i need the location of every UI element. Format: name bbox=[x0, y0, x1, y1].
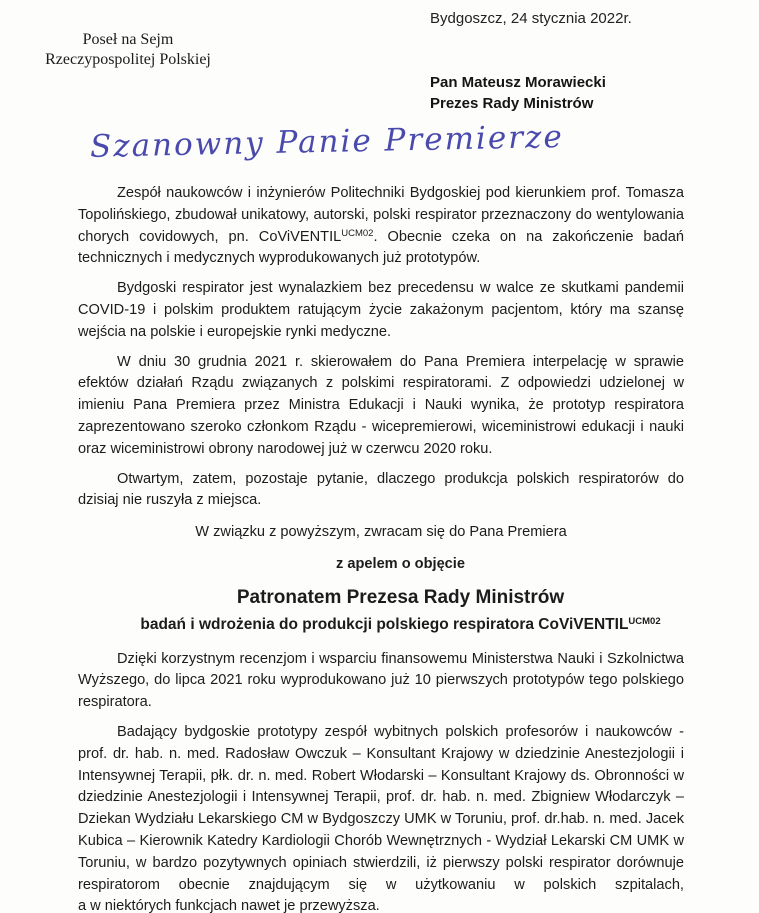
addressee-name: Pan Mateusz Morawiecki bbox=[430, 74, 606, 91]
paragraph-1-text-cont: . Obecnie czeka on na zakończenie badań technicznych i medycznych wyprodukowanych już prototypów. bbox=[78, 228, 684, 267]
date-line: Bydgoszcz, 24 stycznia 2022r. bbox=[430, 10, 632, 27]
subject-line bbox=[78, 614, 684, 636]
closing-request-line: W związku z powyższym, zwracam się do Pana Premiera bbox=[195, 524, 567, 541]
letter-body bbox=[78, 183, 684, 913]
sender-letterhead bbox=[14, 30, 242, 70]
sender-title-line1: Poseł na Sejm bbox=[82, 31, 174, 48]
paragraph-6: Badający bydgoskie prototypy zespół wybitnych polskich profesorów i naukowców - prof. dr. hab. n. med. Radosław Owczuk – Konsultant Krajowy w dziedzinie Anestezjologii i Intensywnej Terapii, płk. dr. n. med. Robert Włodarski – Konsultant Krajowy ds. Obronności w dziedzinie Anestezjologii i Intensywnej Terapii, prof. dr. hab. n. med. Zbigniew Włodarczyk – Dziekan Wydziału Lekarskiego CM w Bydgoszczy UMK w Toruniu, prof. dr.hab. n. med. Jacek Kubica – Kierownik Katedry Kardiologii Chorób Wewnętrznych - Wydział Lekarski CM UMK w Toruniu, w bardzo pozytywnych opiniach stwierdzili, iż pierwszy polski respirator dorównuje respiratorom obecnie znajdującym się w użytkowaniu w polskich szpitalach, bbox=[78, 723, 684, 893]
appeal-line: z apelem o objęcie bbox=[336, 555, 465, 572]
addressee-role: Prezes Rady Ministrów bbox=[430, 95, 594, 112]
addressee-block bbox=[430, 72, 606, 114]
superscript-model-code: UCM02 bbox=[628, 615, 661, 627]
paragraph-1-text: Zespół naukowców i inżynierów Politechniki Bydgoskiej pod kierunkiem prof. Tomasza Topolińskiego, zbudował unikatowy, autorski, polski respirator przeznaczony do wentylowania chorych covidowych, pn. CoViVENTIL bbox=[78, 185, 684, 245]
paragraph-2: Bydgoski respirator jest wynalazkiem bez precedensu w walce ze skutkami pandemii COVID-19 i polskim produktem ratującym życie zakażonym pacjentom, który ma szansę wejścia na polskie i europejskie rynki medyczne. bbox=[78, 280, 684, 340]
paragraph-4: Otwartym, zatem, pozostaje pytanie, dlaczego produkcja polskich respiratorów do dzisiaj nie ruszyła z miejsca. bbox=[78, 470, 684, 509]
superscript-model-code: UCM02 bbox=[341, 227, 374, 239]
paragraph-3: W dniu 30 grudnia 2021 r. skierowałem do Pana Premiera interpelację w sprawie efektów działań Rządu związanych z polskimi respiratorami. Z odpowiedzi udzielonej w imieniu Pana Premiera przez Ministra Edukacji i Nauki wynika, że prototyp respiratora zaprezentowano szeroko członkom Rządu - wicepremierowi, wiceministrowi edukacji i nauki oraz wiceministrowi obrony narodowej już w czerwcu 2020 roku. bbox=[78, 353, 684, 457]
paragraph-1 bbox=[78, 183, 684, 270]
subject-line-text: badań i wdrożenia do produkcji polskiego respiratora CoViVENTIL bbox=[140, 615, 629, 633]
sender-title-line2: Rzeczypospolitej Polskiej bbox=[45, 51, 211, 68]
paragraph-5: Dzięki korzystnym recenzjom i wsparciu finansowemu Ministerstwa Nauki i Szkolnictwa Wyższego, do lipca 2021 roku wyprodukowano już 10 pierwszych prototypów tego polskiego respiratora. bbox=[78, 650, 684, 711]
paragraph-6-last-line: a w niektórych funkcjach nawet je przewyższa. bbox=[78, 898, 380, 913]
patronage-heading: Patronatem Prezesa Rady Ministrów bbox=[236, 586, 565, 608]
handwritten-greeting: Szanowny Panie Premierze bbox=[89, 118, 565, 165]
